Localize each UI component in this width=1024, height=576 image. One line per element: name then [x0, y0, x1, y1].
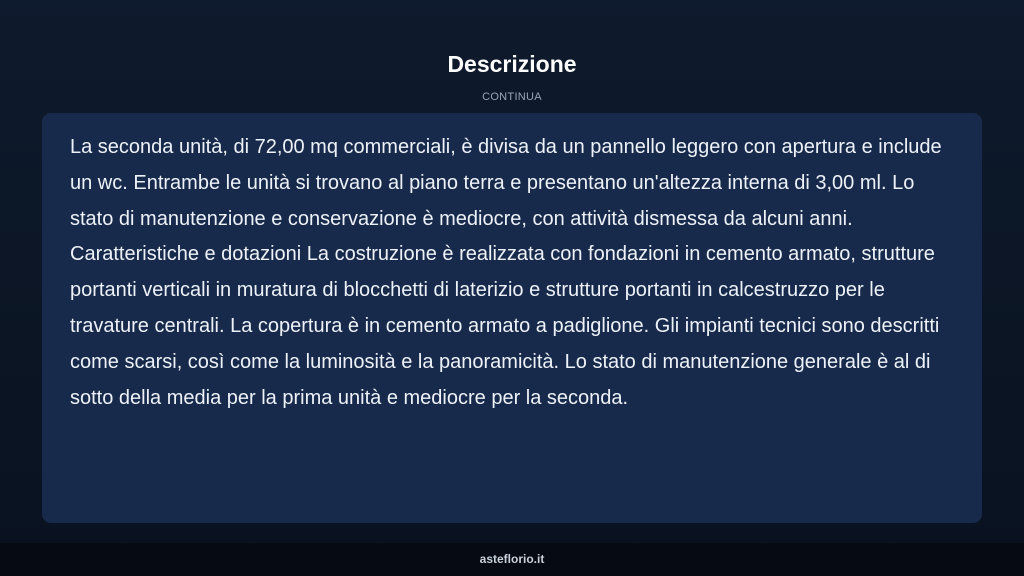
- page-subtitle: CONTINUA: [482, 91, 542, 103]
- description-card: [42, 113, 982, 523]
- footer-bar: [0, 543, 1024, 576]
- page-title: Descrizione: [447, 51, 577, 77]
- description-text: La seconda unità, di 72,00 mq commerciali, è divisa da un pannello leggero con apertura e include un wc. Entrambe le unità si trovano al piano terra e presentano un'altezza interna di 3,00 ml. Lo stato di manutenzione e conservazione è mediocre, con attività dismessa da alcuni anni. Caratteristiche e dotazioni La costruzione è realizzata con fondazioni in cemento armato, strutture portanti verticali in muratura di blocchetti di laterizio e strutture portanti in calcestruzzo per le travature centrali. La copertura è in cemento armato a padiglione. Gli impianti tecnici sono descritti come scarsi, così come la luminosità e la panoramicità. Lo stato di manutenzione generale è al di sotto della media per la prima unità e mediocre per la seconda.: [70, 136, 942, 409]
- footer-site-label: asteflorio.it: [479, 552, 545, 566]
